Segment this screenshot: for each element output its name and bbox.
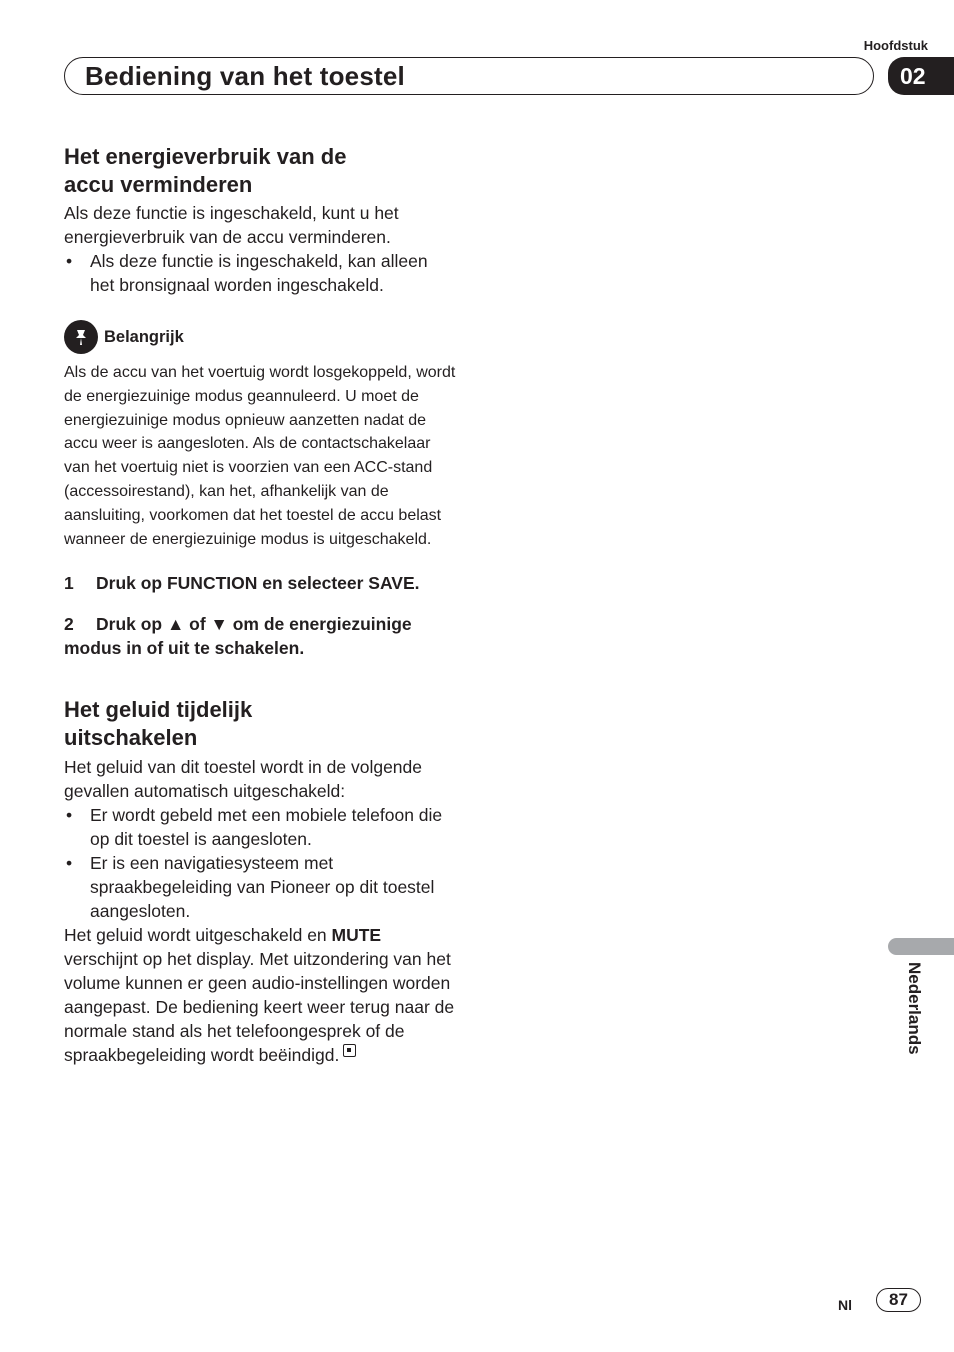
language-text: Nederlands <box>905 962 924 1055</box>
important-note-header <box>64 319 456 355</box>
mute-paragraph <box>64 923 456 1067</box>
step-2 <box>64 612 456 660</box>
chapter-header <box>64 57 874 95</box>
bullet-icon: • <box>66 853 73 874</box>
step-text: Druk op FUNCTION en selecteer SAVE. <box>96 573 420 594</box>
page-title: Bediening van het toestel <box>85 61 405 91</box>
important-text: Als de accu van het voertuig wordt losgekoppeld, wordt de energiezuinige modus geannuleerd. U moet de energiezuinige modus opnieuw aanzetten nadat de accu weer is aangesloten. Als de contactschakelaar van het voertuig niet is voorzien van een ACC-stand (accessoirestand), kan het, afhankelijk van de aansluiting, voorkomen dat het toestel de accu belast wanneer de energiezuinige modus is uitgeschakeld. <box>64 364 456 548</box>
list-item <box>64 851 456 923</box>
language-label <box>900 962 924 1082</box>
pin-icon <box>71 327 91 347</box>
list-item-text: Er is een navigatiesysteem met spraakbegeleiding van Pioneer op dit toestel aangesloten. <box>90 853 435 922</box>
end-of-section-icon <box>343 1044 356 1057</box>
chapter-number-tab: 02 <box>888 57 954 95</box>
step-1 <box>64 571 456 595</box>
battery-bullet-list <box>64 249 456 297</box>
battery-intro: Als deze functie is ingeschakeld, kunt u het energieverbruik van de accu verminderen. <box>64 203 399 247</box>
footer-language-code: Nl <box>838 1297 852 1313</box>
section-heading-line: Het energieverbruik van de <box>64 144 347 169</box>
important-label: Belangrijk <box>104 327 184 346</box>
mute-text: Het geluid wordt uitgeschakeld en <box>64 925 332 946</box>
section-heading-mute <box>64 696 456 752</box>
chapter-label: Hoofdstuk <box>863 38 928 53</box>
step-number: 2 <box>64 614 74 635</box>
step-number: 1 <box>64 573 74 594</box>
mute-text: verschijnt op het display. Met uitzondering van het volume kunnen er geen audio-instellingen worden aangepast. De bediening keert weer terug naar de normale stand als het telefoongesprek of de spraakbegeleiding wordt beëindigd. <box>64 949 455 1066</box>
bullet-icon: • <box>66 805 73 826</box>
mute-bullet-list <box>64 803 456 923</box>
section-heading-line: Het geluid tijdelijk <box>64 697 253 723</box>
mute-intro: Het geluid van dit toestel wordt in de volgende gevallen automatisch uitgeschakeld: <box>64 757 423 802</box>
list-item <box>64 249 456 297</box>
section-heading-line: accu verminderen <box>64 172 253 197</box>
main-column <box>64 143 456 1067</box>
language-tab <box>888 938 954 955</box>
step-text: Druk op ▲ of ▼ om de energiezuinige modus in of uit te schakelen. <box>64 614 412 659</box>
important-icon <box>64 320 98 354</box>
mute-keyword: MUTE <box>331 925 382 946</box>
list-item-text: Als deze functie is ingeschakeld, kan alleen het bronsignaal worden ingeschakeld. <box>90 251 428 295</box>
bullet-icon: • <box>66 251 73 271</box>
section-heading-battery <box>64 143 456 199</box>
list-item-text: Er wordt gebeld met een mobiele telefoon die op dit toestel is aangesloten. <box>90 805 443 850</box>
list-item <box>64 803 456 851</box>
section-heading-line: uitschakelen <box>64 725 198 751</box>
page-number: 87 <box>876 1288 921 1312</box>
